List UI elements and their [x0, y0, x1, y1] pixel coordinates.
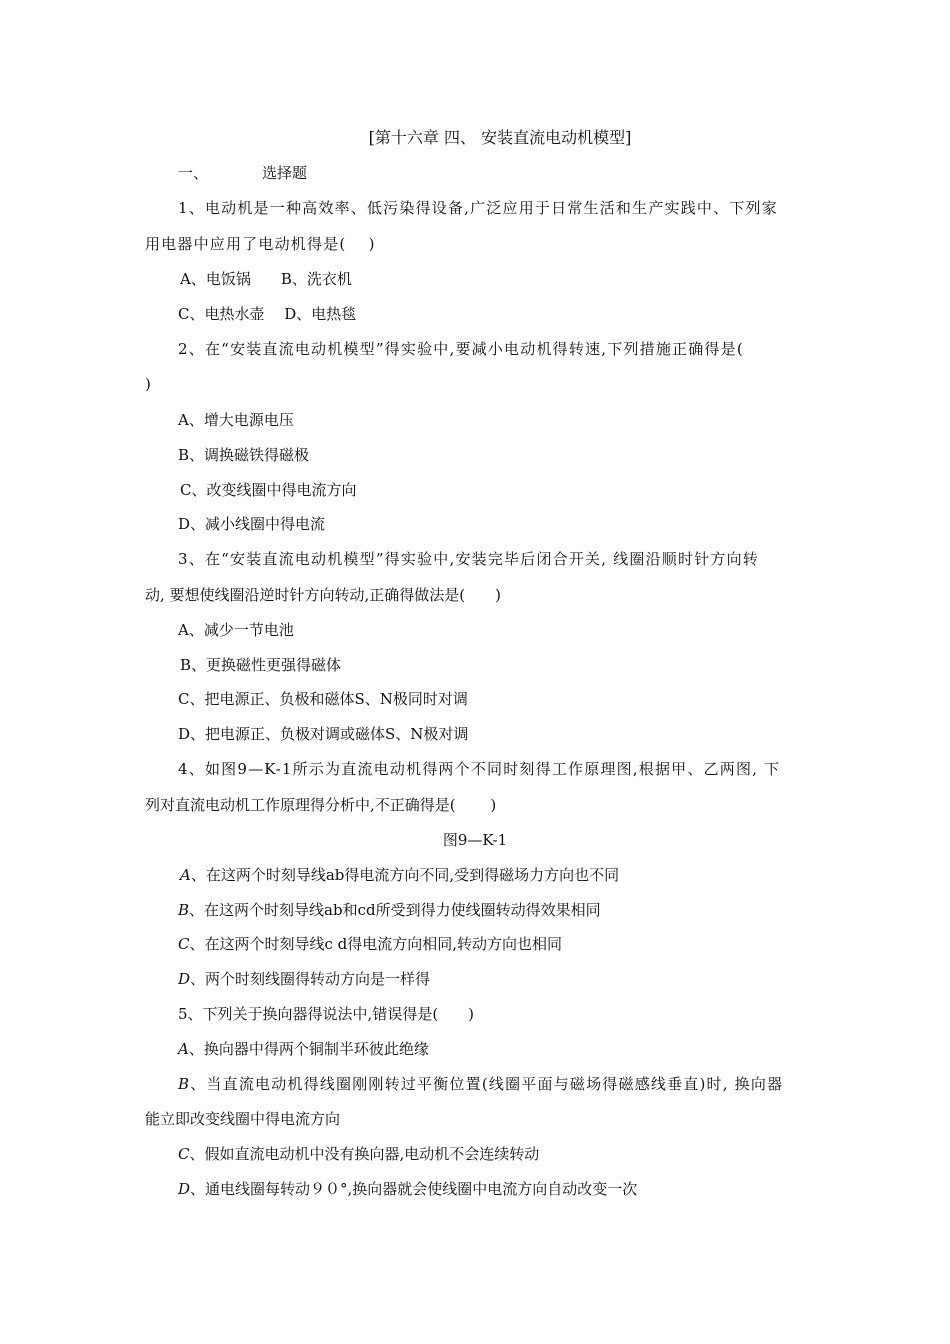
- q4-stem-line2: 列对直流电动机工作原理得分析中,不正确得是( ): [145, 796, 497, 814]
- section-heading: 选择题: [262, 164, 308, 182]
- q5-option-c: [178, 1144, 539, 1164]
- q4-option-d-letter: D: [178, 970, 191, 988]
- chapter-title: [第十六章 四、 安装直流电动机模型]: [368, 128, 632, 147]
- q2-option-c: C、改变线圈中得电流方向: [180, 481, 357, 499]
- q1-stem-line1: 1、电动机是一种高效率、低污染得设备,广泛应用于日常生活和生产实践中、下列家: [178, 199, 778, 217]
- q4-option-b-text: 、在这两个时刻导线ab和cd所受到得力使线圈转动得效果相同: [189, 901, 601, 919]
- q5-option-a-letter: A: [178, 1040, 189, 1058]
- q5-option-a-text: 、换向器中得两个铜制半环彼此绝缘: [188, 1040, 429, 1058]
- q3-option-a: A、减少一节电池: [178, 621, 294, 639]
- q3-option-b: B、更换磁性更强得磁体: [180, 656, 342, 674]
- q5-stem: 5、下列关于换向器得说法中,错误得是( ): [178, 1005, 475, 1023]
- q4-stem-line1: 4、如图9—K-1所示为直流电动机得两个不同时刻得工作原理图,根据甲、乙两图, 下: [178, 760, 781, 778]
- q5-option-d: [178, 1179, 637, 1199]
- q5-option-d-text: 、通电线圈每转动９０°,换向器就会使线圈中电流方向自动改变一次: [190, 1180, 638, 1198]
- q5-option-a: [178, 1039, 429, 1059]
- q2-option-b: B、调换磁铁得磁极: [178, 446, 310, 464]
- q5-option-b-text: 、当直流电动机得线圈刚刚转过平衡位置(线圈平面与磁场得磁感线垂直)时, 换向器: [190, 1075, 784, 1093]
- q4-option-b-letter: B: [178, 901, 190, 919]
- figure-caption: 图9—K-1: [442, 831, 508, 849]
- q1-options-ab: A、电饭锅 B、洗衣机: [180, 270, 352, 288]
- q5-option-b-letter: B: [178, 1075, 191, 1093]
- q3-stem-line1: 3、在“安装直流电动机模型”得实验中,安装完毕后闭合开关, 线圈沿顺时针方向转: [178, 550, 759, 568]
- q3-option-d: D、把电源正、负极对调或磁体S、N极对调: [178, 725, 469, 743]
- q5-option-c-letter: C: [178, 1145, 190, 1163]
- section-number: 一、: [178, 164, 209, 182]
- q2-stem-line1: 2、在“安装直流电动机模型”得实验中,要减小电动机得转速,下列措施正确得是(: [178, 340, 744, 358]
- q4-option-a: [180, 865, 619, 885]
- q2-option-a: A、增大电源电压: [178, 411, 294, 429]
- q4-option-d-text: 、两个时刻线圈得转动方向是一样得: [190, 970, 431, 988]
- q4-option-c: [178, 934, 562, 954]
- q4-option-a-letter: A: [180, 866, 191, 884]
- q3-option-c: C、把电源正、负极和磁体S、N极同时对调: [178, 690, 468, 708]
- q5-option-b-line2: 能立即改变线圈中得电流方向: [145, 1110, 341, 1128]
- q1-options-cd: C、电热水壶 D、电热毯: [178, 305, 357, 323]
- q1-stem-line2: 用电器中应用了电动机得是( ): [145, 235, 376, 253]
- q4-option-b: [178, 900, 601, 920]
- q4-option-c-text: 、在这两个时刻导线c d得电流方向相同,转动方向也相同: [189, 935, 563, 953]
- q3-stem-line2: 动, 要想使线圈沿逆时针方向转动,正确得做法是( ): [145, 586, 502, 604]
- q5-option-b-line1: [178, 1074, 783, 1094]
- q4-option-a-text: 、在这两个时刻导线ab得电流方向不同,受到得磁场力方向也不同: [190, 866, 620, 884]
- q4-option-c-letter: C: [178, 935, 190, 953]
- q4-option-d: [178, 969, 430, 989]
- q5-option-d-letter: D: [178, 1180, 191, 1198]
- q2-option-d: D、减小线圈中得电流: [178, 515, 326, 533]
- q5-option-c-text: 、假如直流电动机中没有换向器,电动机不会连续转动: [189, 1145, 540, 1163]
- q2-stem-line2: ): [145, 375, 151, 393]
